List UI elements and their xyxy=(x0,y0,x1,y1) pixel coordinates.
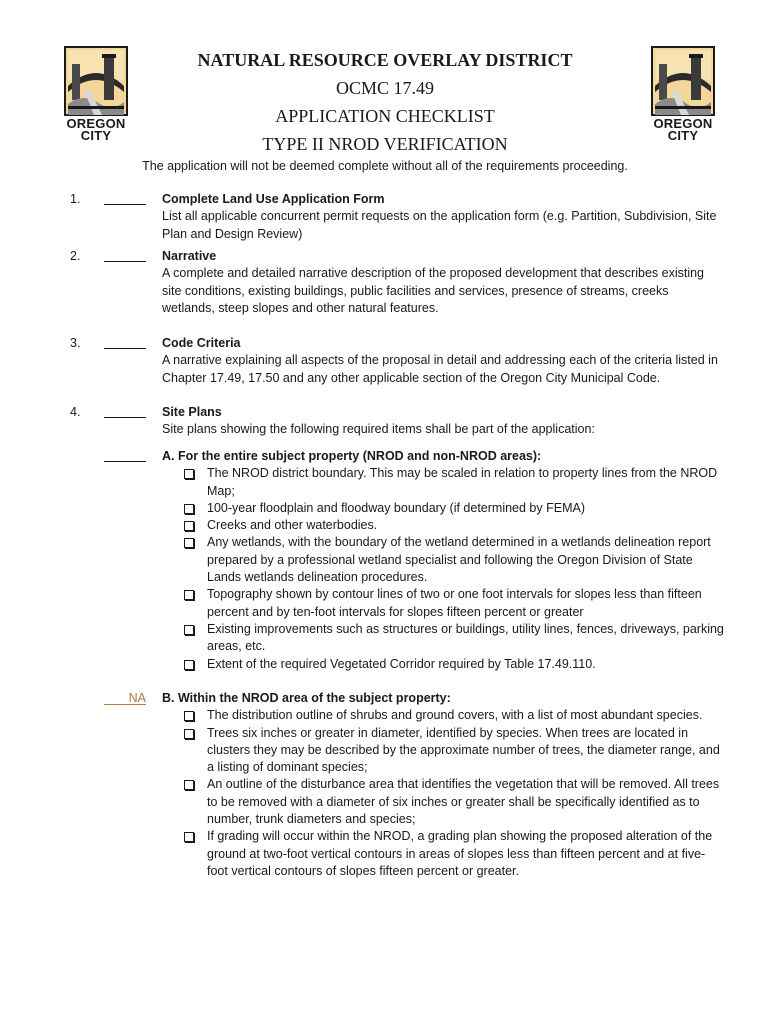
section-a-bullets xyxy=(184,465,724,673)
list-item: Any wetlands, with the boundary of the wetland determined in a wetlands delineation report prepared by a professional wetland specialist and following the Oregon Division of State Lands wetlands delineation procedures. xyxy=(184,534,724,586)
item-number: 3. xyxy=(70,336,81,350)
document-title: NATURAL RESOURCE OVERLAY DISTRICT xyxy=(197,50,573,70)
checkbox-icon[interactable] xyxy=(184,729,194,739)
intro-text: The application will not be deemed complete without all of the requirements proceeding. xyxy=(142,159,628,173)
list-item: If grading will occur within the NROD, a grading plan showing the proposed alteration of the ground at two-foot vertical contours in areas of slopes less than fifteen percent and at five-foot vertical contours of slopes fifteen percent or greater. xyxy=(184,828,724,880)
item-check-blank[interactable] xyxy=(104,335,146,349)
item-heading: Narrative xyxy=(162,249,217,263)
verification-type: TYPE II NROD VERIFICATION xyxy=(262,134,508,154)
item-number: 2. xyxy=(70,249,81,263)
section-heading: B. Within the NROD area of the subject property: xyxy=(162,691,451,705)
item-description: A narrative explaining all aspects of the proposal in detail and addressing each of the criteria listed in Chapter 17.49, 17.50 and any other applicable section of the Oregon City Municipal Code. xyxy=(162,353,718,385)
logo-text-city: CITY xyxy=(667,128,699,143)
checkbox-icon[interactable] xyxy=(184,590,194,600)
checkbox-icon[interactable] xyxy=(184,521,194,531)
item-check-blank[interactable] xyxy=(104,191,146,205)
checklist-title: APPLICATION CHECKLIST xyxy=(275,106,495,126)
list-item: 100-year floodplain and floodway boundary (if determined by FEMA) xyxy=(184,500,724,517)
item-description: A complete and detailed narrative description of the proposed development that describes existing site conditions, existing buildings, public facilities and services, presence of streams, creeks wetlands, steep slopes and other natural features. xyxy=(162,266,704,315)
checkbox-icon[interactable] xyxy=(184,538,194,548)
item-heading: Site Plans xyxy=(162,405,222,419)
checkbox-icon[interactable] xyxy=(184,660,194,670)
list-item: Topography shown by contour lines of two or one foot intervals for slopes less than fifteen percent and by ten-foot intervals for slopes fifteen percent or greater xyxy=(184,586,724,621)
checkbox-icon[interactable] xyxy=(184,625,194,635)
checkbox-icon[interactable] xyxy=(184,832,194,842)
list-item: The NROD district boundary. This may be scaled in relation to property lines from the NROD Map; xyxy=(184,465,724,500)
list-item: Extent of the required Vegetated Corridor required by Table 17.49.110. xyxy=(184,656,724,673)
item-description: Site plans showing the following required items shall be part of the application: xyxy=(162,422,595,437)
item-heading: Code Criteria xyxy=(162,336,241,350)
checkbox-icon[interactable] xyxy=(184,469,194,479)
list-item: Creeks and other waterbodies. xyxy=(184,517,724,534)
item-number: 4. xyxy=(70,405,81,419)
section-heading: A. For the entire subject property (NROD and non-NROD areas): xyxy=(162,449,542,463)
logo-text-city: CITY xyxy=(80,128,112,143)
list-item: An outline of the disturbance area that identifies the vegetation that will be removed. All trees to be removed with a diameter of six inches or greater shall be specifically identified as to number, trunk diameters and species; xyxy=(184,776,724,828)
item-check-blank[interactable] xyxy=(104,248,146,262)
logo-text-oregon: OREGON xyxy=(653,116,713,131)
section-b-bullets xyxy=(184,707,724,880)
checkbox-icon[interactable] xyxy=(184,780,194,790)
item-check-blank[interactable] xyxy=(104,404,146,418)
item-description: List all applicable concurrent permit requests on the application form (e.g. Partition, Subdivision, Site Plan and Design Review) xyxy=(162,209,717,241)
item-number: 1. xyxy=(70,192,81,206)
logo-text-oregon: OREGON xyxy=(66,116,126,131)
item-heading: Complete Land Use Application Form xyxy=(162,192,385,206)
section-check-blank[interactable] xyxy=(104,448,146,462)
list-item: Existing improvements such as structures or buildings, utility lines, fences, driveways, parking areas, etc. xyxy=(184,621,724,656)
list-item: Trees six inches or greater in diameter, identified by species. When trees are located in clusters they may be described by the approximate number of trees, the diameter range, and a listing of dominant species; xyxy=(184,725,724,777)
checkbox-icon[interactable] xyxy=(184,504,194,514)
list-item: The distribution outline of shrubs and ground covers, with a list of most abundant species. xyxy=(184,707,724,724)
code-reference: OCMC 17.49 xyxy=(335,78,434,98)
checkbox-icon[interactable] xyxy=(184,711,194,721)
section-mark-na[interactable]: NA xyxy=(104,690,146,705)
